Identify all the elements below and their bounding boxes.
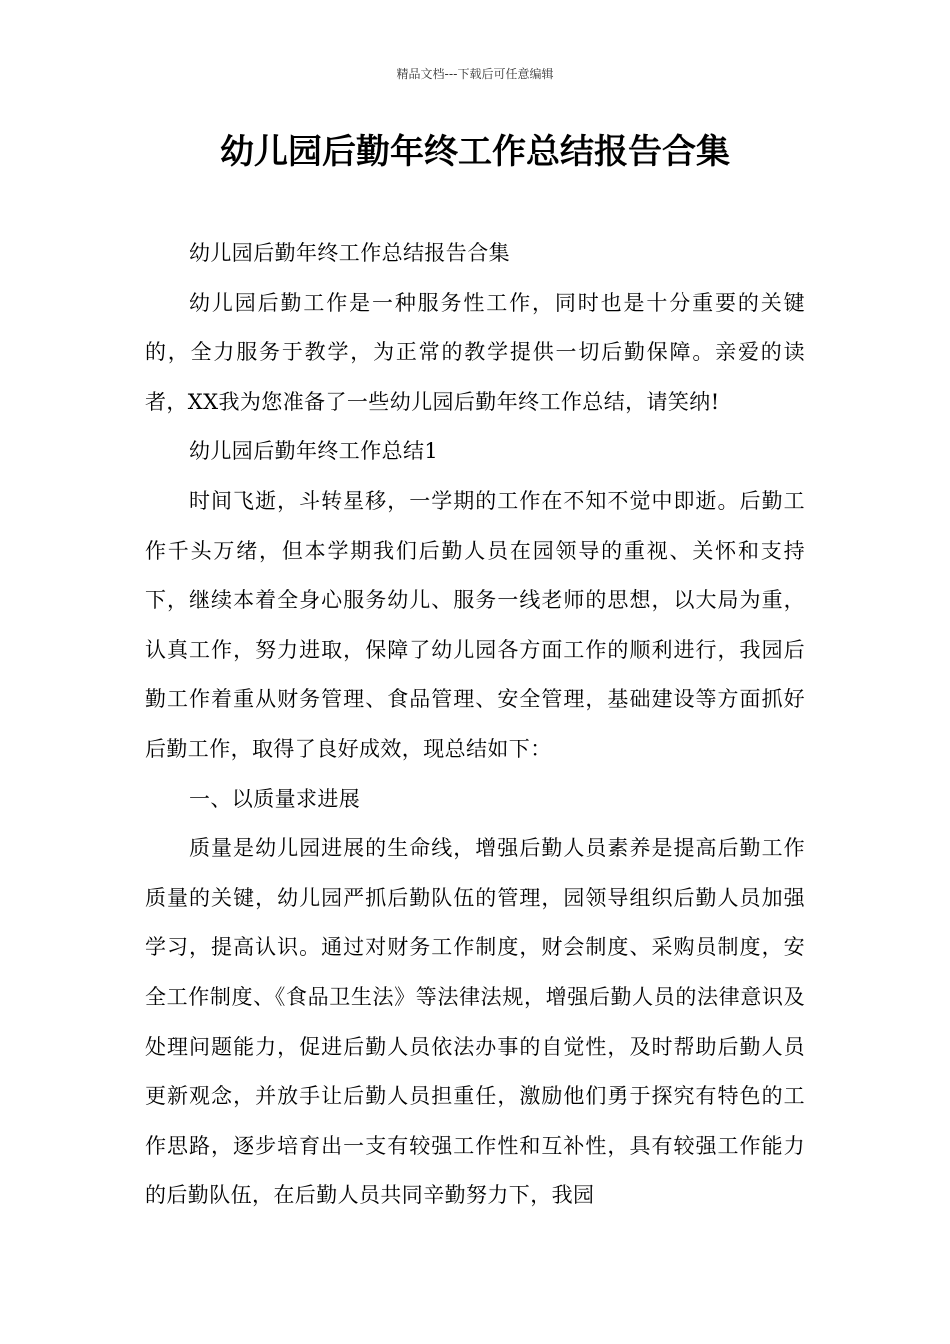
section-heading-quality: 一、以质量求进展: [189, 786, 361, 811]
paragraph-quality: 质量是幼儿园进展的生命线，增强后勤人员素养是提高后勤工作质量的关键，幼儿园严抓后勤队伍的管理，园领导组织后勤人员加强学习，提高认识。通过对财务工作制度，财会制度、采购员制度，安全工作制度、《食品卫生法》等法律法规，增强后勤人员的法律意识及处理问题能力，促进后勤人员依法办事的自觉性，及时帮助后勤人员更新观念，并放手让后勤人员担重任，激励他们勇于探究有特色的工作思路，逐步培育出一支有较强工作性和互补性，具有较强工作能力的后勤队伍，在后勤人员共同辛勤努力下，我园: [145, 836, 805, 1208]
paragraph-intro: 幼儿园后勤工作是一种服务性工作，同时也是十分重要的关键的，全力服务于教学，为正常的教学提供一切后勤保障。亲爱的读者，XX我为您准备了一些幼儿园后勤年终工作总结，请笑纳!: [145, 290, 805, 414]
document-body: [145, 229, 805, 1221]
paragraph-subtitle: 幼儿园后勤年终工作总结报告合集: [189, 241, 510, 265]
paragraph-overview: 时间飞逝，斗转星移，一学期的工作在不知不觉中即逝。后勤工作千头万绪，但本学期我们后勤人员在园领导的重视、关怀和支持下，继续本着全身心服务幼儿、服务一线老师的思想，以大局为重，认真工作，努力进取，保障了幼儿园各方面工作的顺利进行，我园后勤工作着重从财务管理、食品管理、安全管理，基础建设等方面抓好后勤工作，取得了良好成效，现总结如下：: [145, 488, 805, 761]
running-header: 精品文档---下载后可任意编辑: [396, 67, 554, 81]
document-title: 幼儿园后勤年终工作总结报告合集: [220, 132, 730, 172]
section-heading-summary-1: 幼儿园后勤年终工作总结1: [189, 439, 439, 464]
